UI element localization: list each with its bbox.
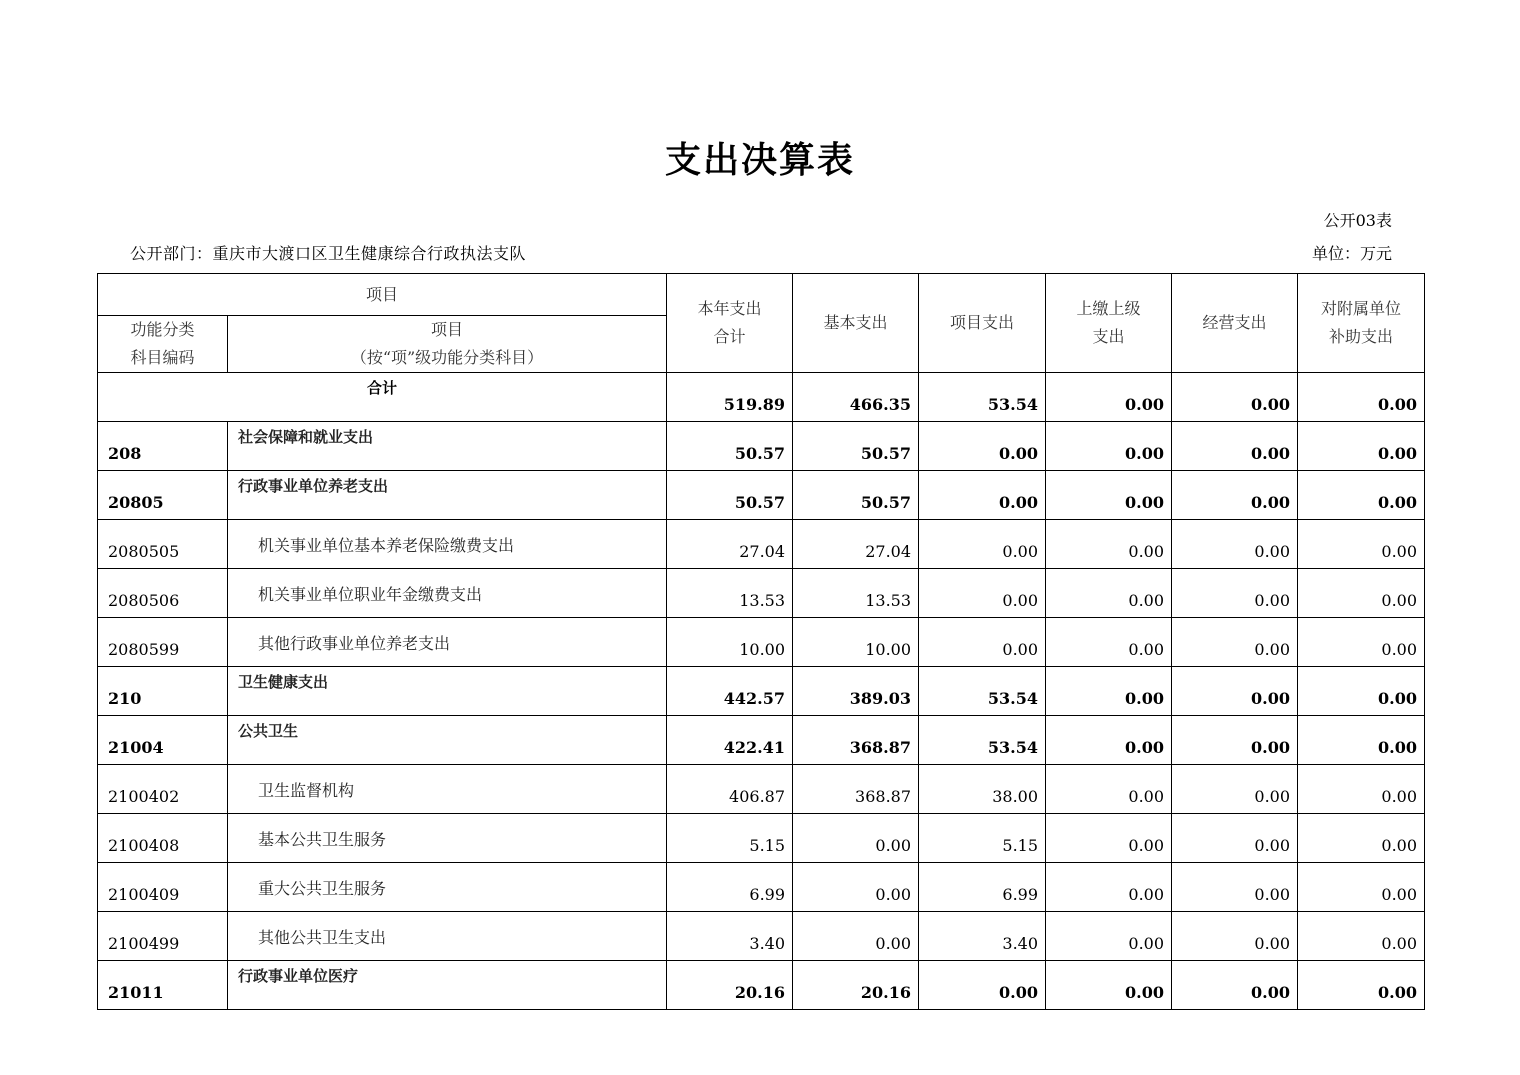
- header-total: [667, 274, 793, 373]
- row-value: 0.00: [919, 520, 1046, 569]
- row-value: 20.16: [793, 961, 919, 1010]
- table-row: [98, 520, 1425, 569]
- table-row: [98, 667, 1425, 716]
- row-name: 行政事业单位养老支出: [228, 471, 667, 520]
- row-value: 0.00: [793, 912, 919, 961]
- row-name: 机关事业单位职业年金缴费支出: [228, 569, 667, 618]
- total-value: 0.00: [1046, 373, 1172, 422]
- row-value: 38.00: [919, 765, 1046, 814]
- row-name: 其他行政事业单位养老支出: [228, 618, 667, 667]
- header-subsidy-line1: 对附属单位: [1321, 299, 1402, 318]
- row-name: 重大公共卫生服务: [228, 863, 667, 912]
- row-value: 50.57: [667, 471, 793, 520]
- row-value: 0.00: [1172, 471, 1298, 520]
- row-name: 行政事业单位医疗: [228, 961, 667, 1010]
- row-value: 13.53: [667, 569, 793, 618]
- header-upper: [1046, 274, 1172, 373]
- row-value: 0.00: [1046, 667, 1172, 716]
- header-name-line2: （按“项”级功能分类科目）: [350, 348, 544, 367]
- table-row: [98, 814, 1425, 863]
- row-code: 210: [98, 667, 228, 716]
- row-value: 0.00: [1298, 667, 1425, 716]
- row-code: 2100408: [98, 814, 228, 863]
- row-value: 0.00: [919, 961, 1046, 1010]
- row-value: 50.57: [793, 422, 919, 471]
- header-name-line1: 项目: [431, 320, 464, 339]
- row-value: 3.40: [919, 912, 1046, 961]
- form-number: 公开03表: [1323, 211, 1392, 230]
- row-value: 0.00: [1046, 814, 1172, 863]
- row-name: 公共卫生: [228, 716, 667, 765]
- total-value: 466.35: [793, 373, 919, 422]
- row-value: 50.57: [667, 422, 793, 471]
- total-row: [98, 373, 1425, 422]
- row-value: 0.00: [919, 569, 1046, 618]
- header-operation: 经营支出: [1172, 274, 1298, 373]
- row-value: 13.53: [793, 569, 919, 618]
- row-value: 6.99: [667, 863, 793, 912]
- row-value: 27.04: [667, 520, 793, 569]
- row-value: 0.00: [1298, 618, 1425, 667]
- row-name: 其他公共卫生支出: [228, 912, 667, 961]
- row-value: 6.99: [919, 863, 1046, 912]
- row-value: 422.41: [667, 716, 793, 765]
- row-value: 0.00: [1046, 471, 1172, 520]
- row-code: 2080505: [98, 520, 228, 569]
- table-row: [98, 569, 1425, 618]
- row-value: 5.15: [919, 814, 1046, 863]
- total-label: 合计: [98, 373, 667, 422]
- row-name: 机关事业单位基本养老保险缴费支出: [228, 520, 667, 569]
- table-row: [98, 912, 1425, 961]
- row-code: 21011: [98, 961, 228, 1010]
- row-value: 0.00: [1172, 961, 1298, 1010]
- row-value: 20.16: [667, 961, 793, 1010]
- row-value: 0.00: [919, 618, 1046, 667]
- row-value: 0.00: [1172, 765, 1298, 814]
- row-value: 0.00: [1046, 422, 1172, 471]
- header-total-line2: 合计: [713, 327, 746, 346]
- row-value: 0.00: [1172, 618, 1298, 667]
- row-code: 2080599: [98, 618, 228, 667]
- row-name: 卫生健康支出: [228, 667, 667, 716]
- row-value: 0.00: [1298, 716, 1425, 765]
- total-value: 0.00: [1172, 373, 1298, 422]
- row-value: 0.00: [1172, 863, 1298, 912]
- row-value: 0.00: [1046, 961, 1172, 1010]
- row-code: 2100409: [98, 863, 228, 912]
- row-value: 0.00: [1298, 471, 1425, 520]
- row-value: 0.00: [1172, 716, 1298, 765]
- row-value: 442.57: [667, 667, 793, 716]
- header-total-line1: 本年支出: [697, 299, 762, 318]
- row-value: 0.00: [1298, 765, 1425, 814]
- row-value: 0.00: [1046, 716, 1172, 765]
- row-name: 基本公共卫生服务: [228, 814, 667, 863]
- row-value: 0.00: [1172, 912, 1298, 961]
- row-value: 0.00: [1046, 569, 1172, 618]
- total-value: 53.54: [919, 373, 1046, 422]
- row-value: 0.00: [1298, 814, 1425, 863]
- total-value: 0.00: [1298, 373, 1425, 422]
- row-value: 0.00: [1046, 520, 1172, 569]
- row-value: 0.00: [1298, 912, 1425, 961]
- table-row: [98, 422, 1425, 471]
- row-value: 0.00: [793, 814, 919, 863]
- row-value: 10.00: [667, 618, 793, 667]
- row-value: 368.87: [793, 716, 919, 765]
- row-value: 53.54: [919, 667, 1046, 716]
- table-body: [98, 422, 1425, 1010]
- table-row: [98, 961, 1425, 1010]
- row-value: 0.00: [1046, 912, 1172, 961]
- row-value: 368.87: [793, 765, 919, 814]
- header-upper-line2: 支出: [1092, 327, 1125, 346]
- row-value: 406.87: [667, 765, 793, 814]
- row-value: 10.00: [793, 618, 919, 667]
- table-row: [98, 863, 1425, 912]
- row-code: 2100402: [98, 765, 228, 814]
- header-project: 项目支出: [919, 274, 1046, 373]
- row-value: 0.00: [1172, 422, 1298, 471]
- row-value: 0.00: [1046, 863, 1172, 912]
- row-value: 0.00: [793, 863, 919, 912]
- row-value: 3.40: [667, 912, 793, 961]
- department-label: 公开部门：重庆市大渡口区卫生健康综合行政执法支队: [130, 244, 527, 263]
- header-code-line2: 科目编码: [130, 348, 195, 367]
- row-code: 21004: [98, 716, 228, 765]
- header-subsidy: [1298, 274, 1425, 373]
- row-value: 0.00: [1298, 961, 1425, 1010]
- header-code: [98, 316, 228, 373]
- row-value: 27.04: [793, 520, 919, 569]
- row-value: 0.00: [1298, 569, 1425, 618]
- header-basic: 基本支出: [793, 274, 919, 373]
- row-value: 0.00: [1172, 814, 1298, 863]
- total-value: 519.89: [667, 373, 793, 422]
- row-value: 0.00: [1172, 667, 1298, 716]
- header-item: 项目: [98, 274, 667, 316]
- row-name: 社会保障和就业支出: [228, 422, 667, 471]
- row-value: 50.57: [793, 471, 919, 520]
- row-value: 0.00: [919, 471, 1046, 520]
- row-value: 0.00: [1298, 422, 1425, 471]
- row-value: 0.00: [919, 422, 1046, 471]
- header-subsidy-line2: 补助支出: [1329, 327, 1394, 346]
- row-name: 卫生监督机构: [228, 765, 667, 814]
- unit-label: 单位：万元: [1311, 244, 1392, 263]
- row-value: 53.54: [919, 716, 1046, 765]
- row-code: 2100499: [98, 912, 228, 961]
- row-value: 0.00: [1046, 618, 1172, 667]
- table-row: [98, 765, 1425, 814]
- row-value: 0.00: [1172, 569, 1298, 618]
- row-value: 0.00: [1046, 765, 1172, 814]
- row-value: 0.00: [1298, 520, 1425, 569]
- table-row: [98, 716, 1425, 765]
- row-value: 0.00: [1298, 863, 1425, 912]
- page-title: 支出决算表: [664, 140, 855, 181]
- row-value: 389.03: [793, 667, 919, 716]
- row-value: 5.15: [667, 814, 793, 863]
- row-code: 20805: [98, 471, 228, 520]
- row-code: 208: [98, 422, 228, 471]
- table-row: [98, 618, 1425, 667]
- row-code: 2080506: [98, 569, 228, 618]
- header-upper-line1: 上缴上级: [1076, 299, 1141, 318]
- header-code-line1: 功能分类: [130, 320, 195, 339]
- row-value: 0.00: [1172, 520, 1298, 569]
- header-name: [228, 316, 667, 373]
- expenditure-table: [97, 273, 1425, 1010]
- table-row: [98, 471, 1425, 520]
